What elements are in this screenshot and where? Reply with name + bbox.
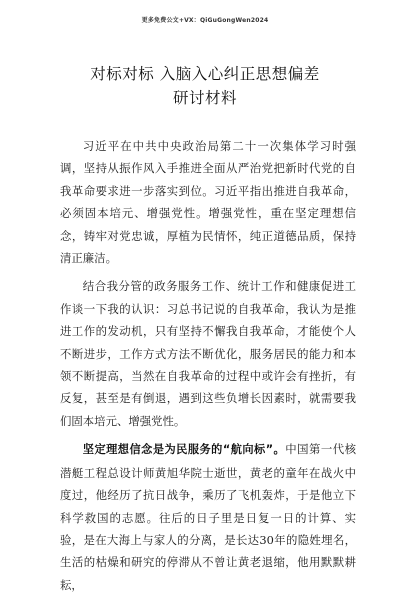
- paragraph-3-lead: 坚定理想信念是为民服务的“航向标”。: [82, 443, 286, 457]
- document-title-line-2: 研讨材料: [172, 89, 237, 107]
- paragraph-3: [60, 438, 356, 596]
- paragraph-2: 结合我分管的政务服务工作、统计工作和健康促进工作谈一下我的认识：习总书记说的自我革命，我认为是推进工作的发动机，只有坚持不懈我自我革命，才能使个人不断进步，工作方式方法不断优化，服务居民的能力和本领不断提高，当然在自我革命的过程中或许会有挫折，有反复，甚至是有倒退，遇到这些负增长因素时，就需要我们固本培元、增强党性。: [60, 279, 356, 428]
- paragraph-3-rest: 中国第一代核潜艇工程总设计师黄旭华院士逝世，黄老的童年在战火中度过，他经历了抗日战争，乘历了飞机轰炸，于是他立下科学救国的志愿。往后的日子里是日复一日的计算、实验，是在大海上与家人的分离，是长达30年的隐姓埋名，生活的枯燥和研究的停滞从不曾让黄老退缩，他用默默耕耘，: [60, 442, 356, 592]
- document-title-line-1: 对标对标 入脑入心纠正思想偏差: [90, 65, 320, 83]
- document-body: [60, 135, 356, 602]
- header-note: 更多免费公文+VX：QiGuGongWen2024: [141, 17, 269, 24]
- paragraph-1: 习近平在中共中央政治局第二十一次集体学习时强调，坚持从振作风入手推进全面从严治党把新时代党的自我革命要求进一步落实到位。习近平指出推进自我革命，必须固本培元、增强党性。增强党性，重在坚定理想信念，铸牢对党忠诚，厚植为民情怀，纯正道德品质，保持清正廉洁。: [60, 139, 356, 266]
